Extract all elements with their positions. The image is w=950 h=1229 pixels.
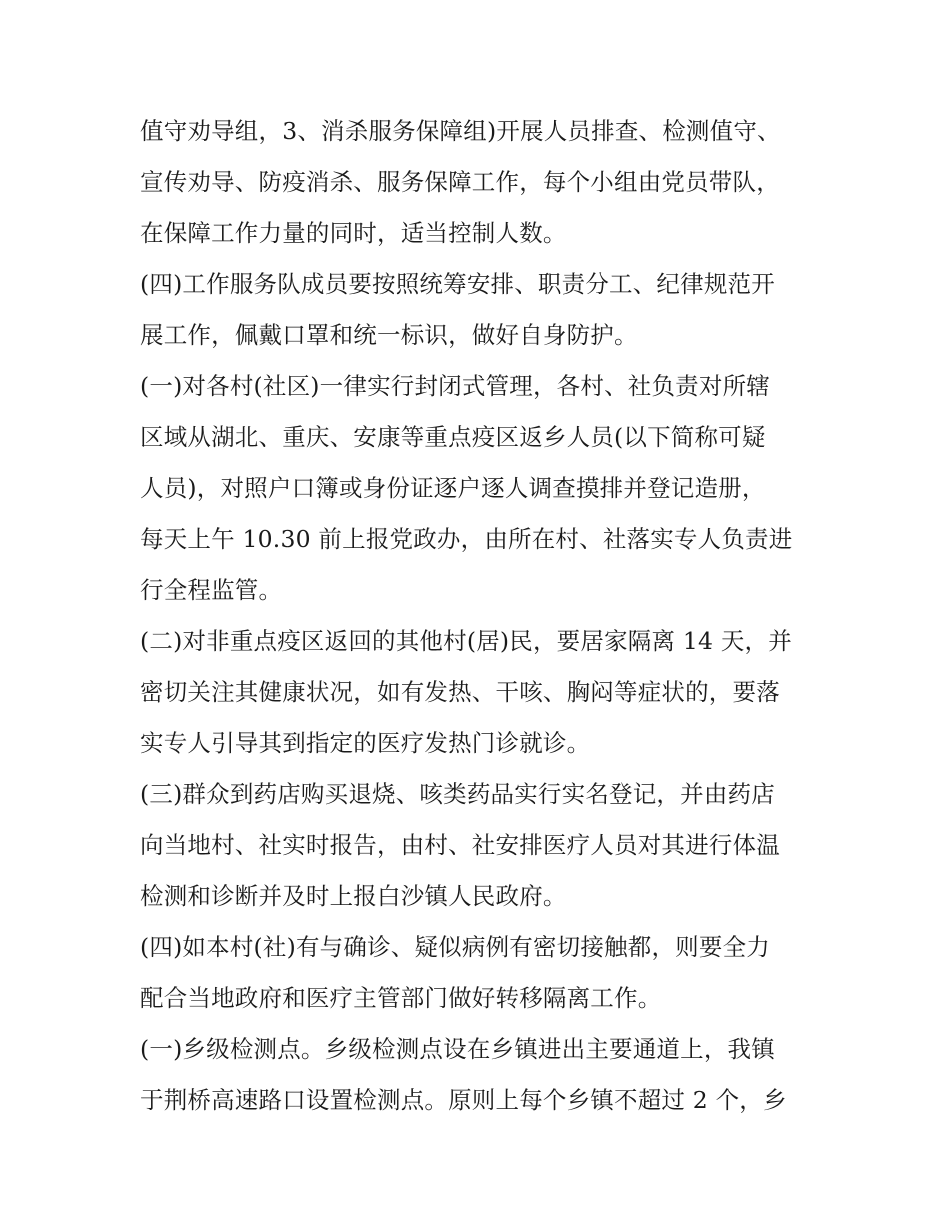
- document-body: [140, 106, 820, 1126]
- text-line: (四)如本村(社)有与确诊、疑似病例有密切接触都，则要全力: [140, 933, 770, 961]
- text-line: 每天上午 10.30 前上报党政办，由所在村、社落实专人负责进: [140, 525, 793, 553]
- text-line: 值守劝导组，3、消杀服务保障组)开展人员排查、检测值守、: [140, 117, 781, 145]
- text-line: 人员)，对照户口簿或身份证逐户逐人调查摸排并登记造册，: [140, 474, 766, 502]
- text-line: 配合当地政府和医疗主管部门做好转移隔离工作。: [140, 984, 662, 1012]
- text-line: 密切关注其健康状况，如有发热、干咳、胸闷等症状的，要落: [140, 678, 780, 706]
- text-line: 实专人引导其到指定的医疗发热门诊就诊。: [140, 729, 591, 757]
- text-line: (一)对各村(社区)一律实行封闭式管理，各村、社负责对所辖: [140, 372, 770, 400]
- text-line: 检测和诊断并及时上报白沙镇人民政府。: [140, 882, 567, 910]
- text-line: 行全程监管。: [140, 576, 283, 604]
- text-line: (一)乡级检测点。乡级检测点设在乡镇进出主要通道上，我镇: [140, 1035, 775, 1063]
- text-line: 在保障工作力量的同时，适当控制人数。: [140, 219, 567, 247]
- text-line: 向当地村、社实时报告，由村、社安排医疗人员对其进行体温: [140, 831, 780, 859]
- text-line: (二)对非重点疫区返回的其他村(居)民，要居家隔离 14 天，并: [140, 627, 792, 655]
- text-line: (三)群众到药店购买退烧、咳类药品实行实名登记，并由药店: [140, 780, 775, 808]
- text-line: 宣传劝导、防疫消杀、服务保障工作，每个小组由党员带队，: [140, 168, 780, 196]
- text-line: 区域从湖北、重庆、安康等重点疫区返乡人员(以下简称可疑: [140, 423, 766, 451]
- text-line: 展工作，佩戴口罩和统一标识，做好自身防护。: [140, 321, 638, 349]
- text-line: (四)工作服务队成员要按照统筹安排、职责分工、纪律规范开: [140, 270, 775, 298]
- text-line: 于荆桥高速路口设置检测点。原则上每个乡镇不超过 2 个，乡: [140, 1086, 787, 1114]
